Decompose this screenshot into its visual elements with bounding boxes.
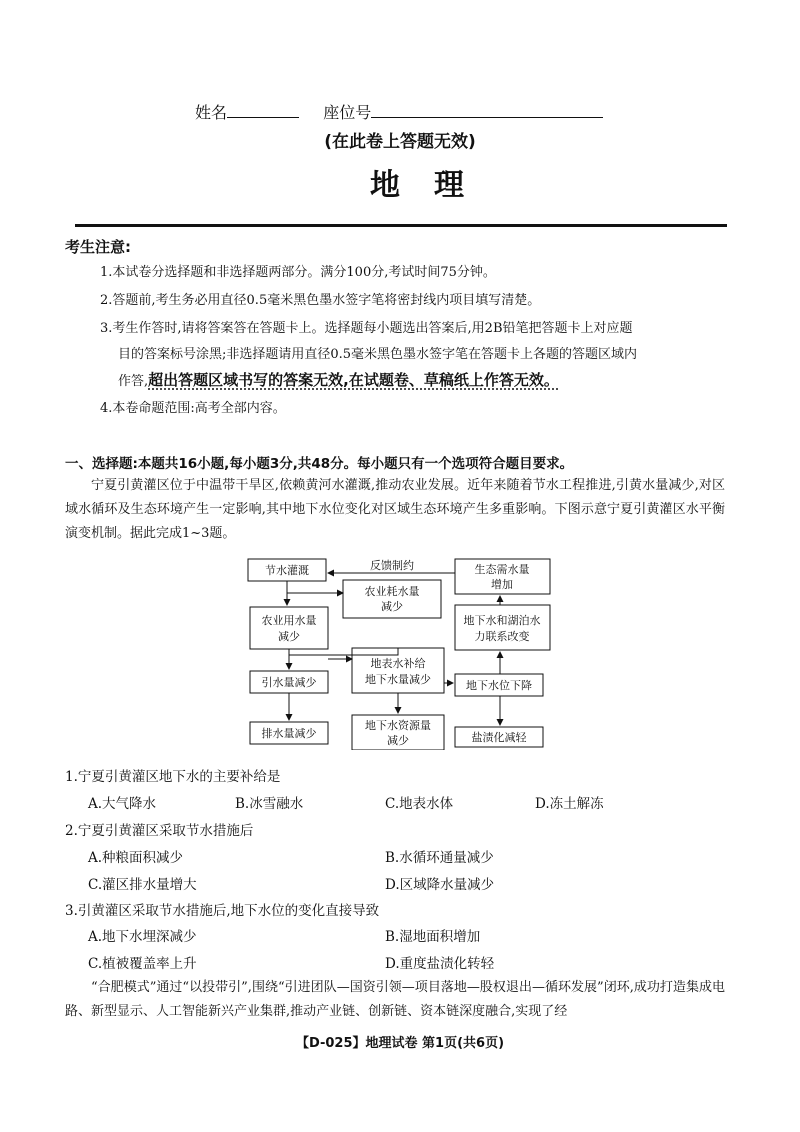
- notice-item: 3.考生作答时,请将答案答在答题卡上。选择题每小题选出答案后,用2B铅笔把答题卡上对应题: [100, 321, 633, 336]
- water-balance-diagram: [240, 555, 570, 750]
- label-diversion: 引水量减少: [261, 676, 317, 689]
- option-d[interactable]: D.区域降水量减少: [385, 877, 495, 893]
- label-eco-demand-1: 生态需水量: [474, 563, 530, 576]
- question-stem: 1.宁夏引黄灌区地下水的主要补给是: [65, 769, 281, 785]
- invalid-note: (在此卷上答题无效): [324, 132, 476, 152]
- option-c[interactable]: C.灌区排水量增大: [88, 877, 197, 893]
- label-surface-recharge-2: 地下水量减少: [365, 673, 431, 686]
- label-agri-use-1: 农业用水量: [261, 614, 317, 627]
- label-agri-consumption-2: 减少: [381, 600, 403, 613]
- option-a[interactable]: A.地下水埋深减少: [88, 929, 197, 945]
- option-c[interactable]: C.地表水体: [385, 796, 454, 812]
- option-b[interactable]: B.冰雪融水: [235, 796, 304, 812]
- next-passage: “合肥模式”通过“以投带引”,围绕“引进团队—国资引领—项目落地—股权退出—循环发展”闭环,成功打造集成电路、新型显示、人工智能新兴产业集群,推动产业链、创新链、资本链深度融合,实现了经: [65, 980, 725, 1019]
- notice-item: 2.答题前,考生务必用直径0.5毫米黑色墨水签字笔将密封线内项目填写清楚。: [100, 293, 541, 308]
- notice-item: 1.本试卷分选择题和非选择题两部分。满分100分,考试时间75分钟。: [100, 265, 496, 280]
- label-gw-lake-2: 力联系改变: [474, 630, 530, 643]
- page-footer: 【D-025】地理试卷 第1页(共6页): [295, 1036, 505, 1051]
- notice-item-emphasis: 超出答题区域书写的答案无效,在试题卷、草稿纸上作答无效。: [148, 371, 559, 389]
- notice-item: 4.本卷命题范围:高考全部内容。: [100, 401, 286, 416]
- label-gw-level: 地下水位下降: [466, 679, 532, 692]
- box-gw-lake: [455, 605, 550, 650]
- label-surface-recharge-1: 地表水补给: [370, 657, 426, 670]
- name-blank[interactable]: [227, 103, 299, 118]
- notice-item: 目的答案标号涂黑;非选择题请用直径0.5毫米黑色墨水签字笔在答题卡上各题的答题区域内: [118, 347, 638, 362]
- label-feedback: 反馈制约: [370, 559, 414, 572]
- section-title: 一、选择题:本题共16小题,每小题3分,共48分。每小题只有一个选项符合题目要求。: [65, 456, 574, 472]
- label-agri-consumption-1: 农业耗水量: [364, 585, 420, 598]
- label-eco-demand-2: 增加: [491, 578, 513, 591]
- label-water-saving: 节水灌溉: [265, 564, 309, 577]
- option-a[interactable]: A.大气降水: [88, 796, 157, 812]
- option-d[interactable]: D.重度盐渍化转轻: [385, 956, 495, 972]
- option-c[interactable]: C.植被覆盖率上升: [88, 956, 197, 972]
- header-rule: [75, 224, 727, 227]
- option-b[interactable]: B.水循环通量减少: [385, 850, 494, 866]
- option-d[interactable]: D.冻土解冻: [535, 796, 604, 812]
- notice-item-prefix: 作答,: [118, 374, 149, 389]
- name-seat-row: [195, 100, 603, 123]
- option-b[interactable]: B.湿地面积增加: [385, 929, 481, 945]
- label-gw-resource-2: 减少: [387, 734, 409, 747]
- subject-title: 地理: [370, 168, 498, 203]
- name-label: 姓名: [195, 103, 228, 122]
- label-salinization: 盐渍化减轻: [471, 731, 527, 744]
- question-stem: 3.引黄灌区采取节水措施后,地下水位的变化直接导致: [65, 903, 380, 919]
- intro-paragraph: 宁夏引黄灌区位于中温带干旱区,依赖黄河水灌溉,推动农业发展。近年来随着节水工程推进,引黄水量减少,对区域水循环及生态环境产生一定影响,其中地下水位变化对区域生态环境产生多重影响。下图示意宁夏引黄灌区水平衡演变机制。据此完成1~3题。: [65, 478, 725, 541]
- label-drainage: 排水量减少: [261, 727, 317, 740]
- notice-title: 考生注意:: [65, 238, 131, 256]
- seat-label: 座位号: [323, 103, 372, 122]
- label-agri-use-2: 减少: [278, 630, 300, 643]
- question-stem: 2.宁夏引黄灌区采取节水措施后: [65, 823, 254, 839]
- label-gw-resource-1: 地下水资源量: [365, 719, 431, 732]
- label-gw-lake-1: 地下水和湖泊水: [463, 614, 541, 627]
- seat-blank[interactable]: [371, 103, 603, 118]
- option-a[interactable]: A.种粮面积减少: [88, 850, 184, 866]
- notice-item: [118, 371, 559, 391]
